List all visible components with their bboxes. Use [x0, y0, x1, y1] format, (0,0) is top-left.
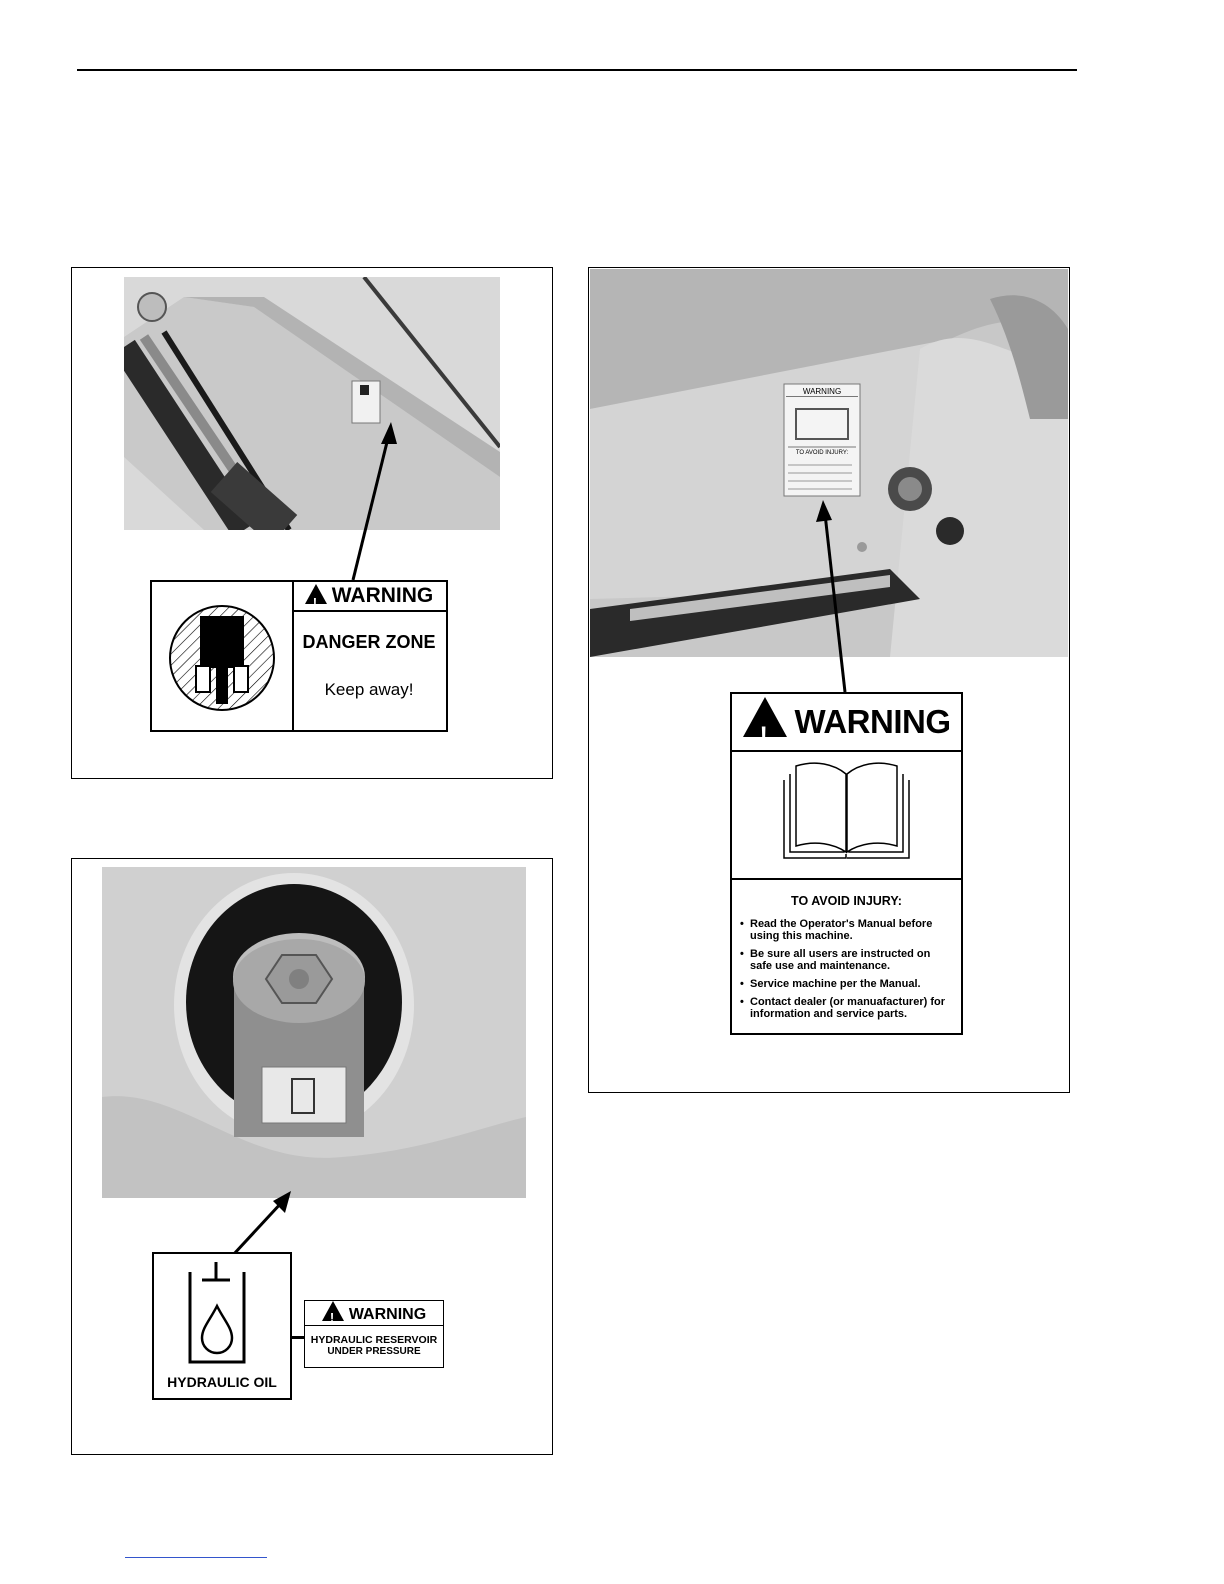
danger-zone-text: DANGER ZONE	[302, 632, 436, 652]
oil-reservoir-icon	[154, 1254, 290, 1374]
reservoir-cap-illustration	[102, 867, 526, 1198]
pointer-arrow	[811, 496, 851, 696]
avoid-injury-heading: TO AVOID INJURY:	[791, 894, 902, 908]
manual-decal-header: !WARNING	[732, 694, 961, 752]
hydraulic-oil-decal	[152, 1252, 292, 1400]
warning-triangle-icon	[743, 697, 787, 737]
warning-triangle-icon	[322, 1301, 344, 1321]
loader-arm-illustration	[124, 277, 500, 530]
loader-arm-photo	[124, 277, 500, 530]
list-item: • Be sure all users are instructed on safe use and maintenance.	[740, 948, 953, 972]
photo-decal-caption: TO AVOID INJURY:	[795, 450, 849, 456]
injury-instructions-list	[740, 918, 953, 1020]
list-item: • Contact dealer (or manuafacturer) for information and service parts.	[740, 996, 953, 1020]
hydraulic-oil-label: HYDRAULIC OIL	[167, 1374, 277, 1390]
manual-book-panel	[732, 752, 961, 880]
pressure-decal-header: !WARNING	[305, 1301, 443, 1326]
reservoir-cap-photo	[102, 867, 526, 1198]
photo-decal-header: WARNING	[786, 387, 858, 397]
pointer-arrow	[227, 1187, 297, 1259]
list-item: • Service machine per the Manual.	[740, 978, 953, 990]
header-rule	[77, 69, 1077, 71]
figure-danger-zone	[71, 267, 553, 779]
reservoir-pressure-decal	[304, 1300, 444, 1368]
pressure-text: UNDER PRESSURE	[327, 1346, 421, 1357]
pointer-arrow	[347, 418, 407, 583]
danger-zone-decal	[150, 580, 448, 732]
keep-away-text: Keep away!	[324, 680, 414, 699]
warning-triangle-icon	[305, 584, 327, 604]
danger-decal-header: !WARNING	[292, 582, 446, 612]
reservoir-text: HYDRAULIC RESERVOIR	[310, 1334, 438, 1346]
open-book-icon	[732, 752, 961, 878]
figure-hydraulic-reservoir	[71, 858, 553, 1455]
crush-hazard-icon	[152, 582, 292, 730]
footer-link-underline[interactable]	[125, 1557, 267, 1558]
read-manual-decal	[730, 692, 963, 1035]
list-item: • Read the Operator's Manual before using this machine.	[740, 918, 953, 942]
decal-connector	[292, 1336, 304, 1339]
figure-read-manual	[588, 267, 1070, 1093]
